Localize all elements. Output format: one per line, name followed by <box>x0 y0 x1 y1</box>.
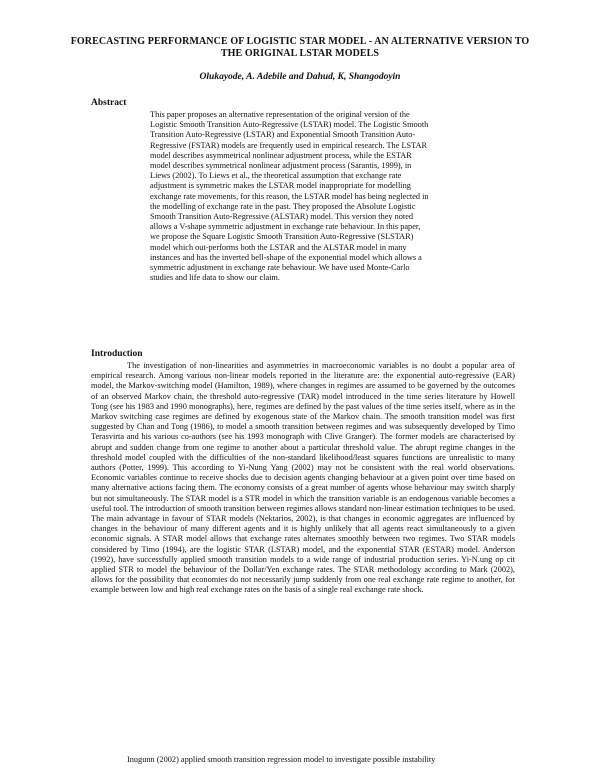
paper-authors: Olukayode, A. Adebile and Dahud, K, Shangodoyin <box>199 72 401 82</box>
abstract-heading: Abstract <box>91 98 127 108</box>
paper-title: FORECASTING PERFORMANCE OF LOGISTIC STAR MODEL - AN ALTERNATIVE VERSION TO THE ORIGINAL LSTAR MODELS <box>70 36 530 59</box>
abstract-text: This paper proposes an alternative representation of the original version of the Logistic Smooth Transition Auto-Regressive (LSTAR) model. The Logistic Smooth Transition Auto-Regressive (LSTAR) and Exponential Smooth Transition Auto-Regressive (FSTAR) models are frequently used in empirical research. The LSTAR model describes asymmetrical nonlinear adjustment process, while the ESTAR model describes symmetrical nonlinear adjustment process (Sarantis, 1999), in Liews (2002). To Liews et al., the theoretical assumption that exchange rate adjustment is symmetric makes the LSTAR model inappropriate for modelling exchange rate movements, for this reason, the LSTAR model has being neglected in the modelling of exchange rate in the past. They proposed the Absolute Logistic Smooth Transition Auto-Regressive (ALSTAR) model. This version they noted allows a V-shape symmetric adjustment in exchange rate behaviour. In this paper, we propose the Square Logistic Smooth Transition Auto-Regressive (SLSTAR) model which out-performs both the LSTAR and the ALSTAR model in many instances and has the inverted bell-shape of the exponential model which allows a symmetric adjustment in exchange rate behaviour. We have used Monte-Carlo studies and life data to show our claim. <box>150 110 429 283</box>
introduction-paragraph: The investigation of non-linearities and asymmetries in macroeconomic variables is no doubt a popular area of empirical research. Among various non-linear models reported in the literature are: the exponential auto-regressive (EAR) model, the Markov-switching model (Hamilton, 1989), where changes in regimes are assumed to be governed by the outcomes of an observed Markov chain, the threshold auto-regressive (TAR) model introduced in the time series literature by Howell Tong (see his 1983 and 1990 monographs), here, regimes are defined by the past values of the time series itself, where as in the Markov switching case regimes are defined by exogenous state of the Markov chain. The smooth transition model was first suggested by Chan and Tong (1986), to model a smooth transition between regimes and was subsequently developed by Timo Terasvirta and his various co-authors (see his 1993 monograph with Clive Granger). The former models are characterised by abrupt and sudden change from one regime to another about a particular threshold value. The abrupt regime changes in the threshold model coupled with the difficulties of the non-standard likelihood/least squares functions are unrealistic to many authors (Potter, 1999). This according to Yi-Nung Yang (2002) may not be consistent with the real world observations. Economic variables continue to receive shocks due to decision agents changing behaviour at a given point over time based on many alternative actions facing them. The economy consists of a great number of agents whose behaviour may switch sharply but not simultaneously. The STAR model is a STR model in which the transition variable is an endogenous variable becomes a useful tool. The introduction of smooth transition between regimes allows standard non-linear estimation techniques to be used. The main advantage in favour of STAR models (Nektarios, 2002), is that changes in economic aggregates are influenced by changes in the behaviour of many different agents and it is highly unlikely that all agents react simultaneously to a given economic signals. A STAR model allows that exchange rates alternates smoothly between two regimes. Two STAR models considered by Timo (1994), are the logistic STAR (LSTAR) model, and the exponential STAR (ESTAR) model. Anderson (1992), have successfully applied smooth transition models to a wide range of industrial production series. Yi-N.ung op cit applied STR to model the behaviour of the Dollar/Yen exchange rates. The STAR methodology according to Mark (2002), allows for the possibility that economies do not necessarily jump suddenly from one real exchange rate regime to another, for example between low and high real exchange rates on the basis of a single real exchange rate shock. <box>91 361 515 595</box>
introduction-body <box>91 361 515 596</box>
introduction-heading: Introduction <box>91 349 143 359</box>
next-paragraph: Inugunn (2002) applied smooth transition regression model to investigate possible instability <box>127 755 436 764</box>
